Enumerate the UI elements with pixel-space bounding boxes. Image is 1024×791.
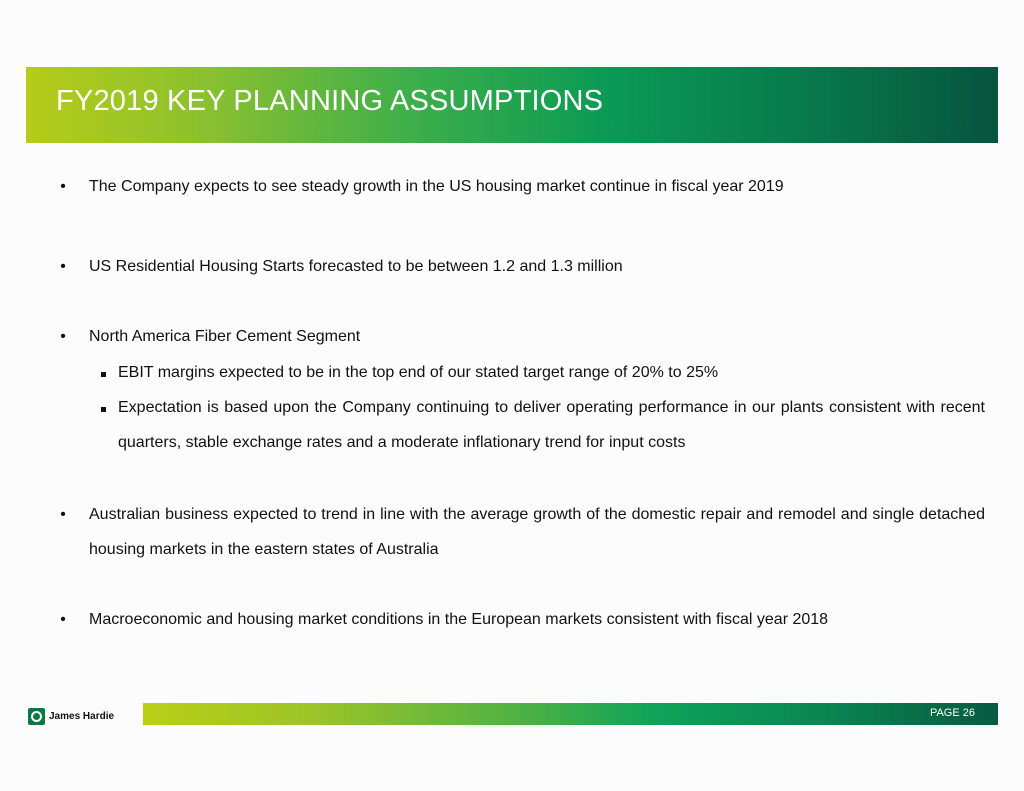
bullet-text: Macroeconomic and housing market conditions in the European markets consistent with fiscal year 2018 [89,611,829,628]
bullet-text: The Company expects to see steady growth in the US housing market continue in fiscal year 2019 [89,178,784,195]
sub-bullet-marker [101,372,106,377]
bullet-marker: • [60,258,66,275]
bullet-marker: • [60,178,66,195]
james-hardie-logo-icon [28,708,45,725]
james-hardie-logo [28,706,114,726]
sub-bullet-text: EBIT margins expected to be in the top end of our stated target range of 20% to 25% [118,364,719,381]
sub-bullet-marker [101,407,106,412]
footer-bar [143,703,998,725]
page-number: PAGE 26 [929,707,975,719]
bullet-marker: • [60,328,66,345]
slide-title: FY2019 KEY PLANNING ASSUMPTIONS [56,85,604,117]
logo-text: James Hardie [49,710,115,722]
bullet-text: North America Fiber Cement Segment [89,328,361,345]
bullet-marker: • [60,506,66,523]
sub-bullet-text: Expectation is based upon the Company continuing to deliver operating performance in our plants consistent with recent quarters, stable exchange rates and a moderate inflationary trend for input costs [118,399,985,451]
bullet-text: Australian business expected to trend in line with the average growth of the domestic repair and remodel and single detached housing markets in the eastern states of Australia [89,506,985,558]
bullet-marker: • [60,611,66,628]
bullet-text: US Residential Housing Starts forecasted to be between 1.2 and 1.3 million [89,258,623,275]
title-banner [26,67,998,143]
